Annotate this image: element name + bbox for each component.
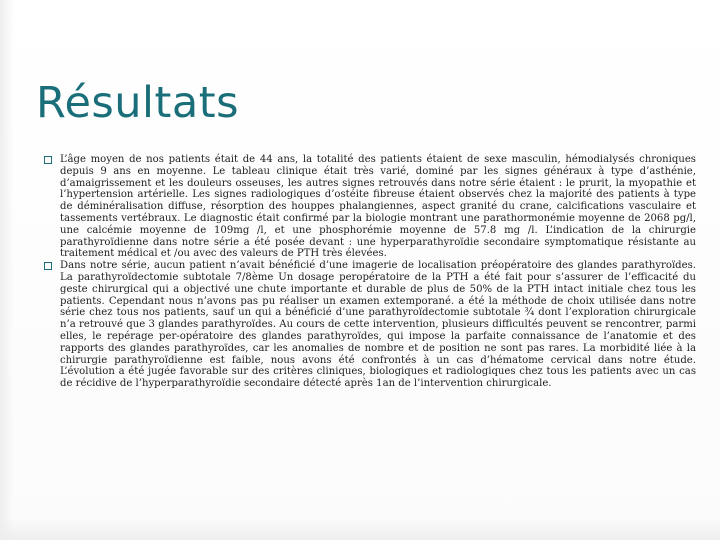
hollow-square-bullet-icon [44, 262, 52, 270]
bullet-item [44, 154, 696, 260]
bullet-item [44, 260, 696, 390]
slide-title: Résultats [36, 78, 239, 128]
bullet-text: L’âge moyen de nos patients était de 44 ans, la totalité des patients étaient de sexe masculin, hémodialysés chroniques depuis 9 ans en moyenne. Le tableau clinique était très varié, dominé par les signes généraux à type d’asthénie, d’amaigrissement et les douleurs osseuses, les autres signes retrouvés dans notre série étaient : le prurit, la myopathie et l’hypertension artérielle. Les signes radiologiques d’ostéite fibreuse étaient observés chez la majorité des patients à type de déminéralisation diffuse, résorption des houppes phalangiennes, aspect granité du crane, calcifications vasculaire et tassements vertébraux. Le diagnostic était confirmé par la biologie montrant une parathormonémie moyenne de 2068 pg/l, une calcémie moyenne de 109mg /l, et une phosphorémie moyenne de 57.8 mg /l. L’indication de la chirurgie parathyroïdienne dans notre série a été posée devant : une hyperparathyroïdie secondaire symptomatique résistante au traitement médical et /ou avec des valeurs de PTH très élevées. [60, 154, 696, 260]
slide-body [44, 154, 696, 390]
slide-bottom-edge [0, 518, 720, 540]
slide-left-edge [0, 0, 14, 540]
bullet-text: Dans notre série, aucun patient n’avait bénéficié d’une imagerie de localisation préopératoire des glandes parathyroïdes. La parathyroïdectomie subtotale 7/8ème Un dosage peropératoire de la PTH a été fait pour s’assurer de l’efficacité du geste chirurgical qui a objectivé une chute importante et durable de plus de 50% de la PTH intact initiale chez tous les patients. Cependant nous n’avons pas pu réaliser un examen extemporané. a été la méthode de choix utilisée dans notre série chez tous nos patients, sauf un qui a bénéficié d’une parathyroïdectomie subtotale ¾ dont l’exploration chirurgicale n’a retrouvé que 3 glandes parathyroïdes. Au cours de cette intervention, plusieurs difficultés peuvent se rencontrer, parmi elles, le repérage per-opératoire des glandes parathyroïdes, qui impose la parfaite connaissance de l’anatomie et des rapports des glandes parathyroïdes, car les anomalies de nombre et de position ne sont pas rares. La morbidité liée à la chirurgie parathyroïdienne est faible, nous avons été confrontés à un cas d’hématome cervical dans notre étude. L’évolution a été jugée favorable sur des critères cliniques, biologiques et radiologiques chez tous les patients avec un cas de récidive de l’hyperparathyroïdie secondaire détecté après 1an de l’intervention chirurgicale. [60, 260, 696, 390]
hollow-square-bullet-icon [44, 156, 52, 164]
